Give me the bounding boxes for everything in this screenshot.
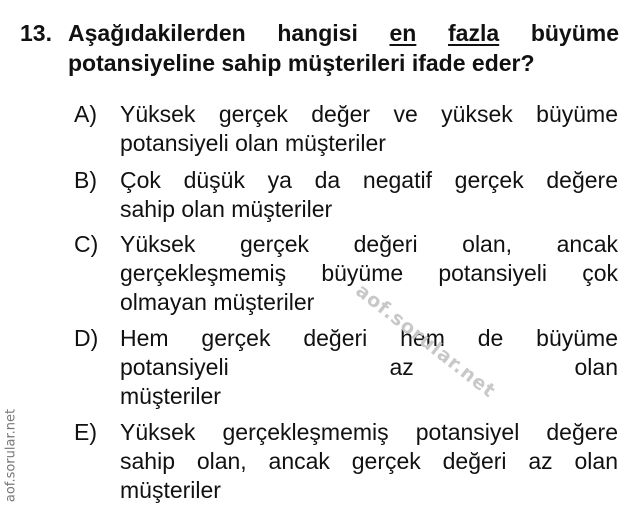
- option-e-letter[interactable]: E): [74, 419, 97, 445]
- question-line-1: [68, 18, 619, 48]
- question-number: 13.: [20, 20, 52, 46]
- emphasis-en: en: [389, 20, 417, 46]
- option-b-letter[interactable]: B): [74, 167, 97, 193]
- option-b-line: sahip olan müşteriler: [120, 196, 333, 222]
- option-a-line: potansiyeli olan müşteriler: [120, 130, 386, 156]
- option-d-text[interactable]: [120, 324, 618, 411]
- side-watermark: aof.sorular.net: [3, 408, 19, 503]
- option-d-letter[interactable]: D): [74, 325, 99, 351]
- option-e-line: müşteriler: [120, 477, 221, 503]
- option-d-line: Hem gerçek değeri hem de büyüme: [120, 325, 618, 351]
- option-e-line: sahip olan, ancak gerçek değeri az olan: [120, 448, 618, 474]
- diagonal-watermark: aof.sorular.net: [351, 279, 500, 403]
- question-line-2: potansiyeline sahip müşterileri ifade eder?: [68, 50, 535, 76]
- option-c-line: Yüksek gerçek değeri olan, ancak: [120, 231, 618, 257]
- option-c-line: gerçekleşmemiş büyüme potansiyeli çok: [120, 260, 618, 286]
- option-a-line: Yüksek gerçek değer ve yüksek büyüme: [120, 101, 618, 127]
- question-text-end: büyüme: [530, 20, 619, 46]
- emphasis-fazla: fazla: [448, 20, 500, 46]
- option-a-letter[interactable]: A): [74, 101, 97, 127]
- question-text-start: Aşağıdakilerden hangisi: [68, 20, 358, 46]
- option-e-text[interactable]: [120, 418, 618, 505]
- option-c-line: olmayan müşteriler: [120, 289, 315, 315]
- option-a-text[interactable]: [120, 100, 618, 158]
- option-c-letter[interactable]: C): [74, 231, 99, 257]
- option-e-line: Yüksek gerçekleşmemiş potansiyel değere: [120, 419, 618, 445]
- option-b-line: Çok düşük ya da negatif gerçek değere: [120, 167, 618, 193]
- option-b-text[interactable]: [120, 166, 618, 224]
- option-d-line: potansiyeli az olan: [120, 354, 618, 380]
- option-d-line: müşteriler: [120, 383, 221, 409]
